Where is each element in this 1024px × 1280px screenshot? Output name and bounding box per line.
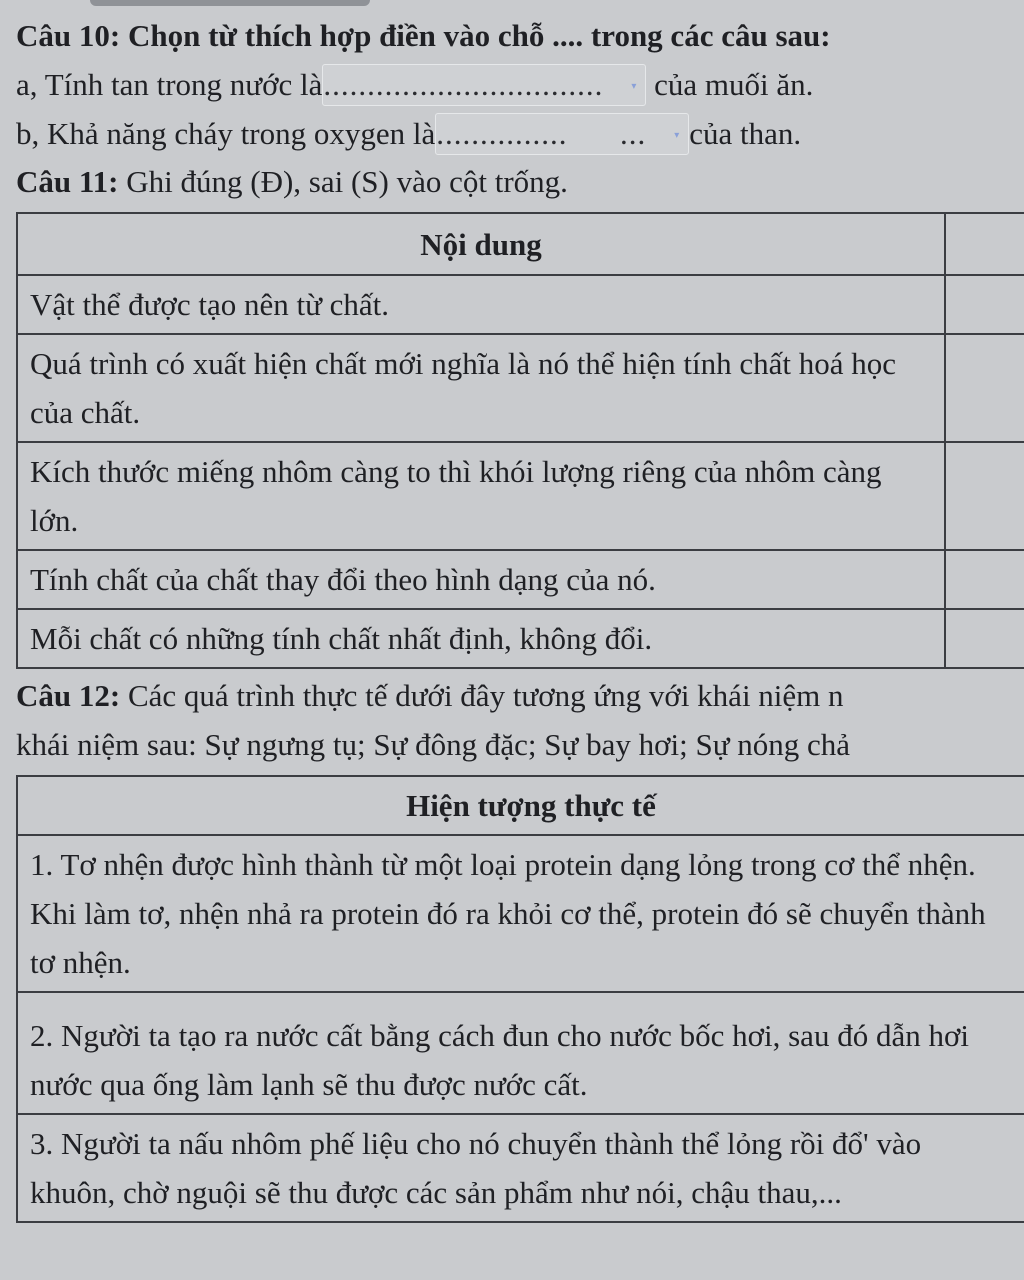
q12-row-2-text: 2. Người ta tạo ra nước cất bằng cách đun cho nước bốc hơi, sau đó dẫn hơi nước qua ống làm lạnh sẽ thu được nước cất. (17, 992, 1024, 1114)
q12-title-label: Câu 12: (16, 678, 121, 713)
table-header-row (17, 776, 1024, 835)
q10-a-blank-input[interactable] (322, 64, 646, 106)
q11-row-5-answer-cell[interactable] (945, 609, 1024, 668)
q11-table (16, 212, 1024, 669)
table-row (17, 275, 1024, 334)
q11-row-3-answer-cell[interactable] (945, 442, 1024, 550)
q11-header-answer (945, 213, 1024, 275)
q11-row-4-answer-cell[interactable] (945, 550, 1024, 609)
q11-row-2-answer-cell[interactable] (945, 334, 1024, 442)
q11-row-1-text: Vật thể được tạo nên từ chất. (17, 275, 945, 334)
q10-b-prefix: b, Khả năng cháy trong oxygen là (16, 116, 436, 151)
q10-a-line (16, 64, 813, 106)
q10-title: Câu 10: Chọn từ thích hợp điền vào chỗ .... trong các câu sau: (16, 18, 831, 53)
q12-header: Hiện tượng thực tế (17, 776, 1024, 835)
table-header-row (17, 213, 1024, 275)
q11-row-1-answer-cell[interactable] (945, 275, 1024, 334)
dropdown-caret-icon: ▾ (631, 81, 638, 92)
q12-row-3-text: 3. Người ta nấu nhôm phế liệu cho nó chuyển thành thể lỏng rồi đổ' vào khuôn, chờ nguội sẽ thu được các sản phẩm như nói, chậu thau,... (17, 1114, 1024, 1222)
q10-a-blank-dots: ................................ (323, 67, 604, 102)
q10-a-suffix: của muối ăn. (654, 67, 814, 102)
table-row (17, 1114, 1024, 1222)
table-row (17, 334, 1024, 442)
q11-header-content: Nội dung (17, 213, 945, 275)
q12-concepts-line: khái niệm sau: Sự ngưng tụ; Sự đông đặc; Sự bay hơi; Sự nóng chả (16, 727, 851, 762)
q10-b-line (16, 113, 801, 155)
q12-table (16, 775, 1024, 1223)
q11-row-5-text: Mỗi chất có những tính chất nhất định, không đổi. (17, 609, 945, 668)
dropdown-caret-icon: ▾ (674, 130, 681, 141)
q11-title (16, 162, 568, 202)
q10-a-prefix: a, Tính tan trong nước là (16, 67, 323, 102)
q11-row-4-text: Tính chất của chất thay đổi theo hình dạng của nó. (17, 550, 945, 609)
q12-title (16, 676, 844, 716)
table-row (17, 550, 1024, 609)
q12-title-text: Các quá trình thực tế dưới đây tương ứng với khái niệm n (120, 678, 844, 713)
table-row (17, 835, 1024, 992)
q11-title-text: Ghi đúng (Đ), sai (S) vào cột trống. (118, 164, 568, 199)
table-row (17, 442, 1024, 550)
table-row (17, 609, 1024, 668)
top-edge-bar (90, 0, 370, 6)
q11-title-label: Câu 11: (16, 164, 119, 199)
q10-b-blank-dots: ............... ... (436, 116, 647, 151)
q10-b-blank-input[interactable] (435, 113, 689, 155)
q11-row-3-text: Kích thước miếng nhôm càng to thì khói lượng riêng của nhôm càng lớn. (17, 442, 945, 550)
q12-row-1-text: 1. Tơ nhện được hình thành từ một loại protein dạng lỏng trong cơ thể nhện. Khi làm tơ, nhện nhả ra protein đó ra khỏi cơ thể, protein đó sẽ chuyển thành tơ nhện. (17, 835, 1024, 992)
q10-b-suffix: của than. (689, 116, 802, 151)
table-row (17, 992, 1024, 1114)
q11-row-2-text: Quá trình có xuất hiện chất mới nghĩa là nó thể hiện tính chất hoá học của chất. (17, 334, 945, 442)
